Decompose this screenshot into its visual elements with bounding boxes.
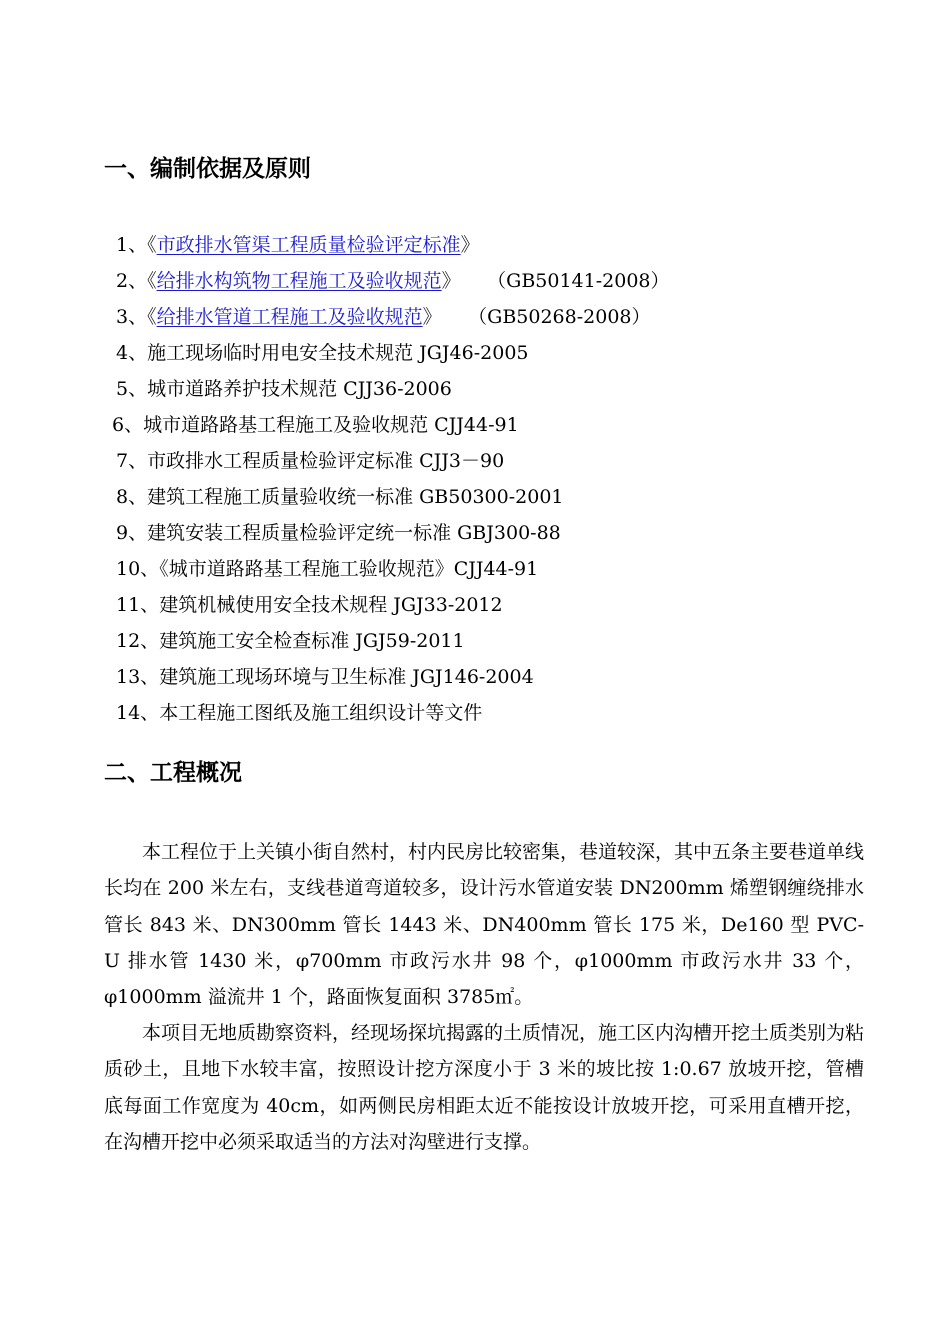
item-text: 施工现场临时用电安全技术规范 JGJ46-2005 — [147, 342, 529, 364]
item-number: 12、 — [116, 630, 160, 652]
item-text: 城市道路养护技术规范 CJJ36-2006 — [147, 378, 452, 400]
list-item — [116, 488, 564, 507]
item-number: 14、 — [116, 702, 160, 724]
item-text: 建筑施工现场环境与卫生标准 JGJ146-2004 — [159, 666, 534, 688]
list-item — [116, 704, 482, 723]
list-item — [116, 596, 503, 615]
section-heading-basis: 一、编制依据及原则 — [104, 156, 311, 182]
list-item — [116, 380, 452, 399]
standard-link[interactable]: 给排水管道工程施工及验收规范 — [156, 306, 423, 328]
item-number: 1、 — [116, 234, 148, 256]
standard-code: （GB50141-2008） — [496, 270, 670, 292]
item-text: 城市道路路基工程施工及验收规范 CJJ44-91 — [143, 414, 519, 436]
standard-code: （GB50268-2008） — [477, 306, 651, 328]
item-number: 5、 — [116, 378, 148, 400]
overview-paragraph: 本工程位于上关镇小街自然村，村内民房比较密集，巷道较深，其中五条主要巷道单线长均在 200 米左右，支线巷道弯道较多，设计污水管道安装 DN200mm 烯塑钢缠绕排水管长 843 米、DN300mm 管长 1443 米、DN400mm 管长 175 米，De160 型 PVC-U 排水管 1430 米，φ700mm 市政污水井 98 个，φ1000mm 市政污水井 33 个，φ1000mm 溢流井 1 个，路面恢复面积 3785㎡。 — [104, 841, 865, 1009]
list-item — [112, 416, 519, 435]
list-item: 2、《给排水构筑物工程施工及验收规范》 （GB50141-2008） — [116, 270, 670, 292]
item-number: 13、 — [116, 666, 160, 688]
list-item — [116, 524, 561, 543]
item-number: 8、 — [116, 486, 148, 508]
standard-link[interactable]: 市政排水管渠工程质量检验评定标准 — [156, 234, 461, 256]
item-text: 建筑机械使用安全技术规程 JGJ33-2012 — [159, 594, 503, 616]
standard-link[interactable]: 给排水构筑物工程施工及验收规范 — [156, 270, 442, 292]
list-item — [116, 344, 529, 363]
item-number: 4、 — [116, 342, 148, 364]
item-number: 2、 — [116, 270, 148, 292]
item-number: 3、 — [116, 306, 148, 328]
list-item — [116, 560, 538, 579]
item-text: 建筑安装工程质量检验评定统一标准 GBJ300-88 — [147, 522, 561, 544]
item-number: 7、 — [116, 450, 148, 472]
item-number: 6、 — [112, 414, 144, 436]
section-heading-overview: 二、工程概况 — [104, 760, 242, 786]
item-number: 11、 — [116, 594, 160, 616]
item-number: 9、 — [116, 522, 148, 544]
item-text: 《城市道路路基工程施工验收规范》CJJ44-91 — [159, 558, 539, 580]
item-text: 市政排水工程质量检验评定标准 CJJ3－90 — [147, 450, 505, 472]
list-item: 1、《市政排水管渠工程质量检验评定标准》 — [116, 234, 480, 256]
item-text: 建筑工程施工质量验收统一标准 GB50300-2001 — [147, 486, 564, 508]
list-item — [116, 668, 534, 687]
item-text: 建筑施工安全检查标准 JGJ59-2011 — [159, 630, 465, 652]
item-text: 本工程施工图纸及施工组织设计等文件 — [159, 702, 483, 724]
list-item — [116, 632, 465, 651]
geology-paragraph: 本项目无地质勘察资料，经现场探坑揭露的土质情况，施工区内沟槽开挖土质类别为粘质砂土，且地下水较丰富，按照设计挖方深度小于 3 米的坡比按 1:0.67 放坡开挖，管槽底每面工作宽度为 40cm，如两侧民房相距太近不能按设计放坡开挖，可采用直槽开挖，在沟槽开挖中必须采取适当的方法对沟壁进行支撑。 — [104, 1022, 865, 1153]
item-number: 10、 — [116, 558, 160, 580]
list-item — [116, 452, 504, 471]
list-item: 3、《给排水管道工程施工及验收规范》 （GB50268-2008） — [116, 306, 651, 328]
